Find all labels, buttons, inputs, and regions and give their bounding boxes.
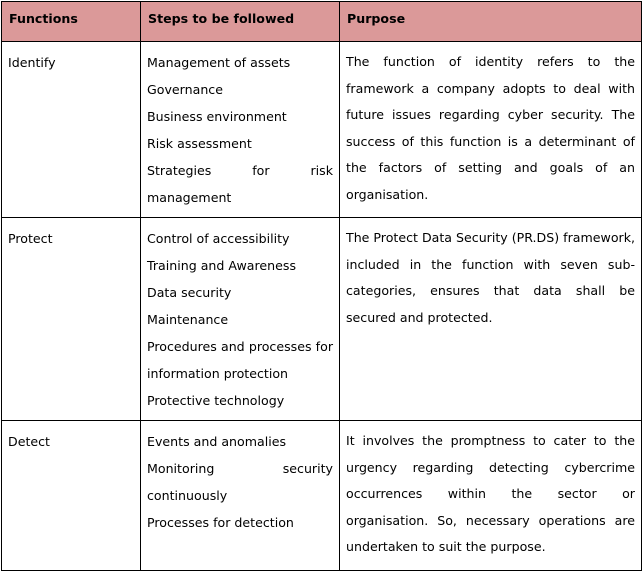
function-cell — [2, 42, 141, 218]
purpose-text: The Protect Data Security (PR.DS) framework, included in the function with seven sub-categories, ensures that data shall be secured and protected. — [346, 230, 635, 325]
purpose-cell — [340, 218, 642, 421]
steps-list — [147, 49, 333, 211]
header-steps: Steps to be followed — [141, 2, 340, 42]
steps-list — [147, 225, 333, 414]
step-item: Strategies for risk management — [147, 163, 333, 205]
purpose-text: The function of identity refers to the framework a company adopts to deal with future issues regarding cyber security. The success of this function is a determinant of the factors of setting and goals of an organisation. — [346, 54, 635, 202]
table-row — [2, 42, 642, 218]
table-row — [2, 421, 642, 571]
step-item: Maintenance — [147, 312, 229, 327]
header-functions: Functions — [2, 2, 141, 42]
functions-table — [1, 1, 642, 571]
steps-list — [147, 428, 333, 536]
function-cell — [2, 218, 141, 421]
step-item: Events and anomalies — [147, 434, 287, 449]
function-name: Identify — [8, 55, 56, 70]
header-purpose: Purpose — [340, 2, 642, 42]
function-name: Protect — [8, 231, 53, 246]
step-item: Monitoring security continuously — [147, 461, 333, 503]
step-item: Management of assets — [147, 55, 291, 70]
step-item: Data security — [147, 285, 232, 300]
steps-cell — [141, 421, 340, 571]
table-row — [2, 218, 642, 421]
function-cell — [2, 421, 141, 571]
step-item: Governance — [147, 82, 223, 97]
step-item: Procedures and processes for information protection — [147, 339, 333, 381]
steps-cell — [141, 218, 340, 421]
step-item: Risk assessment — [147, 136, 252, 151]
step-item: Training and Awareness — [147, 258, 297, 273]
header-row — [2, 2, 642, 42]
purpose-text: It involves the promptness to cater to the urgency regarding detecting cybercrime occurrences within the sector or organisation. So, necessary operations are undertaken to suit the purpose. — [346, 433, 635, 555]
step-item: Processes for detection — [147, 515, 294, 530]
purpose-cell — [340, 42, 642, 218]
step-item: Protective technology — [147, 393, 285, 408]
function-name: Detect — [8, 434, 50, 449]
purpose-cell — [340, 421, 642, 571]
step-item: Business environment — [147, 109, 287, 124]
steps-cell — [141, 42, 340, 218]
step-item: Control of accessibility — [147, 231, 290, 246]
